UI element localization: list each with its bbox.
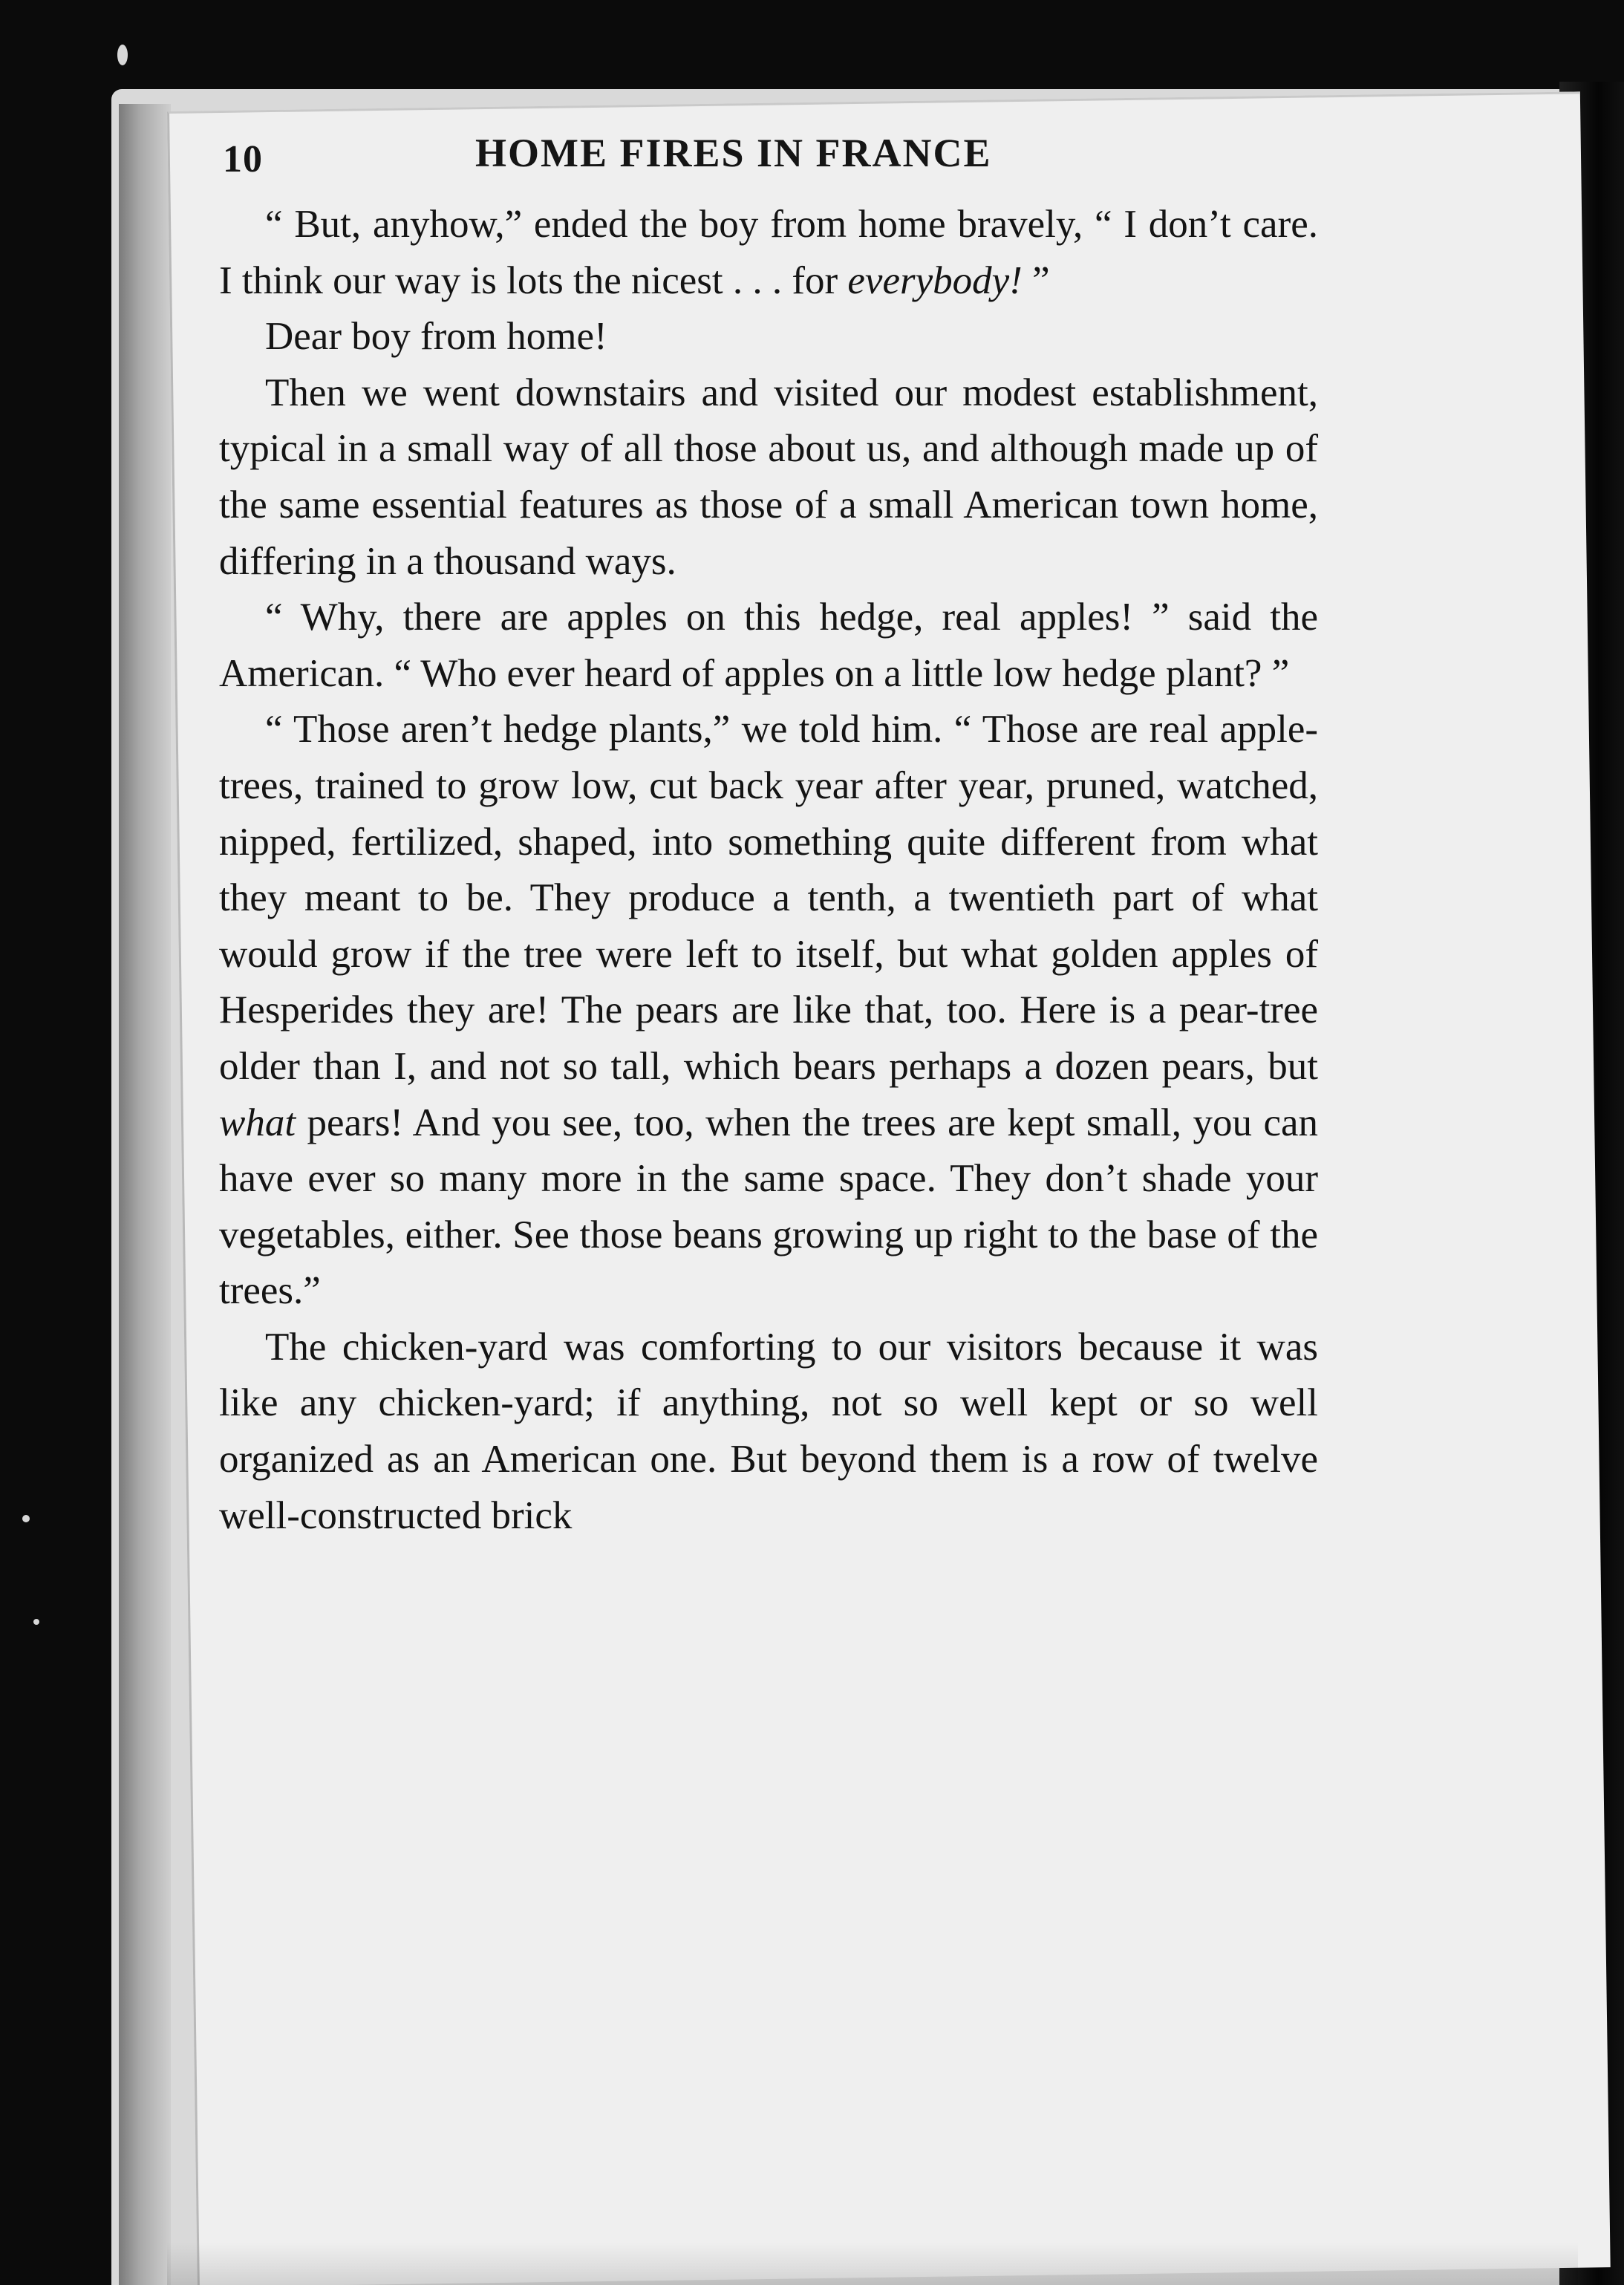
dust-speck [22, 1515, 30, 1522]
paragraph: “ Those aren’t hedge plants,” we told him. “ Those are real apple-trees, trained to grow low, cut back year after year, pruned, watched, nipped, fertilized, shaped, into something quite different from what they meant to be. They produce a tenth, a twentieth part of what would grow if the tree were left to itself, but what golden apples of Hesperides they are! The pears are like that, too. Here is a pear-tree older than I, and not so tall, which bears perhaps a dozen pears, but what pears! And you see, too, when the trees are kept small, you can have ever so many more in the same space. They don’t shade your vegetables, either. See those beans growing up right to the base of the trees.” [219, 708, 1318, 1313]
paragraph: The chicken-yard was comforting to our visitors because it was like any chicken-yard; if anything, not so well kept or so well organized as an American one. But beyond them is a row of twelve well-constructed brick [219, 1325, 1318, 1537]
running-title: HOME FIRES IN FRANCE [475, 131, 992, 175]
paragraph: “ Why, there are apples on this hedge, real apples! ” said the American. “ Who ever heard of apples on a little low hedge plant? ” [219, 596, 1318, 695]
dust-speck [33, 1619, 39, 1625]
emphasis-text: what [219, 1101, 296, 1144]
paragraph: “ But, anyhow,” ended the boy from home bravely, “ I don’t care. I think our way is lots the nicest . . . for everybody! ” [219, 203, 1318, 302]
page-gutter-shadow [119, 104, 171, 2285]
page-header [223, 130, 1210, 189]
paragraph: Then we went downstairs and visited our modest establishment, typical in a small way of all those about us, and although made up of the same essential features as those of a small American town home, differing in a thousand ways. [219, 371, 1318, 583]
emphasis-text: everybody! [847, 258, 1023, 302]
page-number: 10 [223, 138, 263, 180]
page-bottom-shadow [167, 2243, 1578, 2285]
body-text [219, 197, 1318, 1544]
paragraph: Dear boy from home! [265, 315, 607, 359]
dust-speck [117, 45, 128, 65]
